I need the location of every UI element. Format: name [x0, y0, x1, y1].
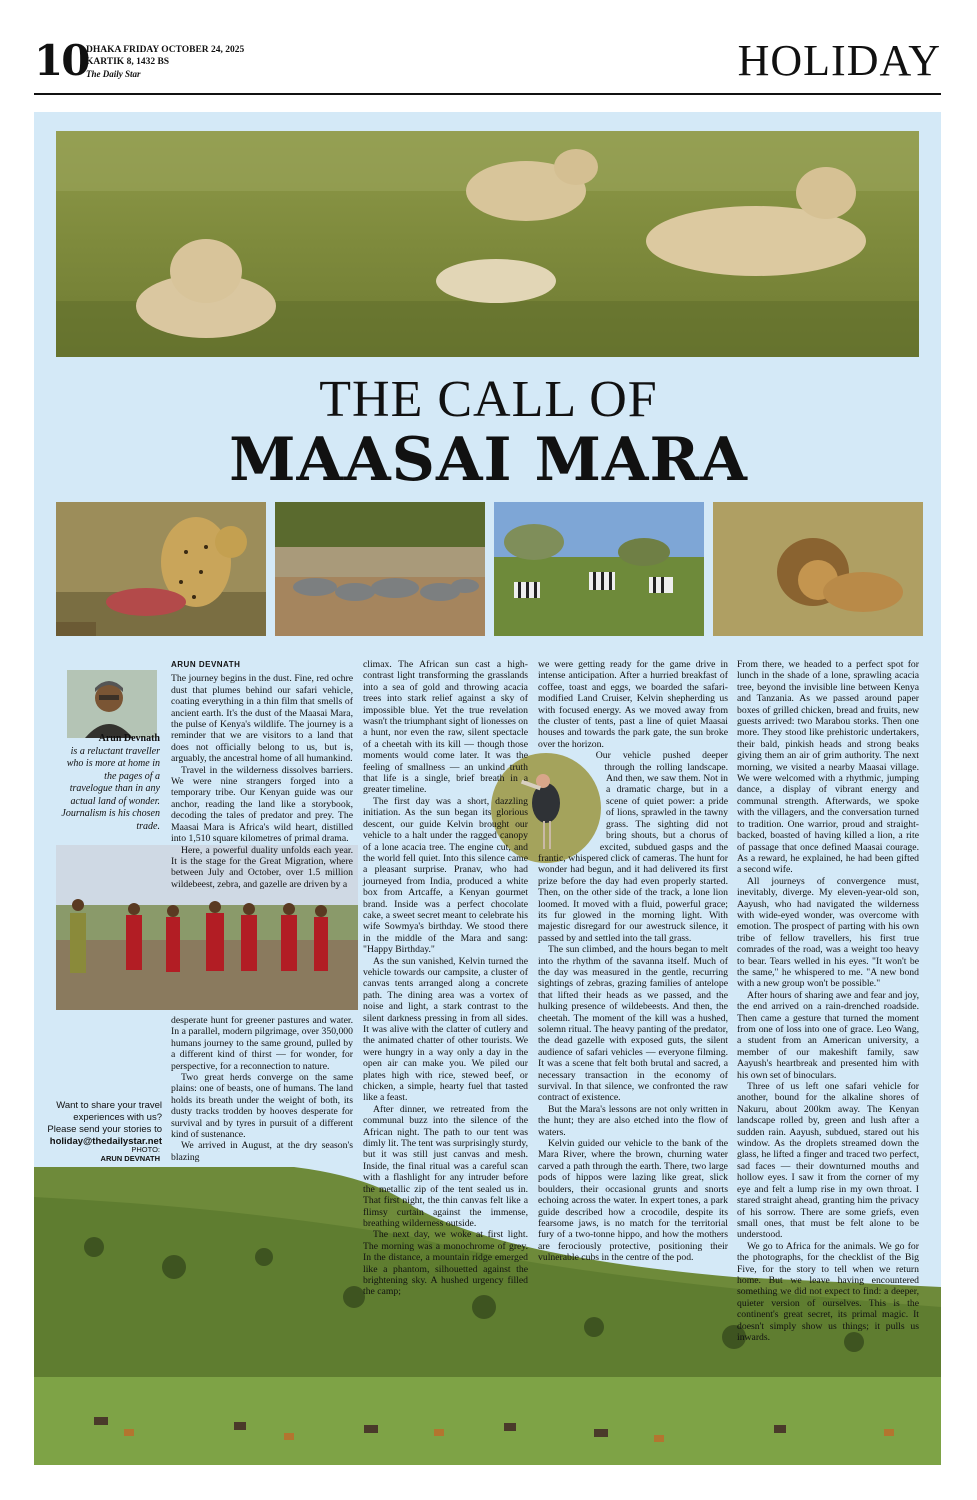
- zebras-grazing-photo: [494, 502, 704, 636]
- lionesses-resting-photo: [56, 131, 919, 357]
- hippos-in-river-photo: [275, 502, 485, 636]
- male-lion-in-grass-photo: [713, 502, 923, 636]
- page-number: 10: [34, 36, 89, 85]
- col3-paragraph-5: Kelvin guided our vehicle to the bank of the Mara River, where the brown, churning water carved a path through the earth. There, two large pods of hippos were lazing like great, slick boulders, their occasional grunts and snorts echoing across the water. In expert tones, a park guide described how a crocodile, despite its fearsome jaws, is no match for the territorial fury of a two-tonne hippo, and how the mothers are ferociously protective, positioning their vulnerable cubs in the centre of the pod.: [538, 1138, 728, 1264]
- author-photo: [67, 670, 157, 738]
- article-column-1-continued: [171, 1015, 353, 1163]
- col2-paragraph-4: After dinner, we retreated from the communal buzz into the silence of the African night. The path to our tent was dimly lit. The tent was surprisingly sturdy, but it was still just canvas and mesh. Inside, the final ritual was a careful scan with a flashlight for any intruder before the metallic zip of the tent sealed us in. That first night, the thin canvas felt like a flimsy curtain against the immense, breathing wilderness outside.: [363, 1103, 528, 1229]
- author-credit: [60, 733, 160, 833]
- col2-paragraph-2: The first day was a short, dazzling initiation. As the sun began its glorious descent, our guide Kelvin brought our vehicle to a halt under the ragged canopy of a lone acacia tree. The engine cut, and the world fell quiet. Into this silence came a pleasant surprise. Pranav, who had journeyed from India, produced a white box from Artcaffe, a Kenyan gourmet brand. Inside was a perfect chocolate cake, a sweet secret meant to celebrate his wife Sowmya's birthday. We stood there in the middle of the Mara and sang: "Happy Birthday.": [363, 795, 528, 956]
- col1-paragraph-3: Here, a powerful duality unfolds each year. It is the stage for the Great Migration, where between July and October, over 1.5 million wildebeest, zebra, and gazelle are driven by a: [171, 844, 353, 890]
- byline: ARUN DEVNATH: [171, 660, 241, 669]
- col1-paragraph-2: Travel in the wilderness dissolves barriers. We were nine strangers forged into a temporary tribe. Our Kenyan guide was our anchor, reading the land like a storybook, decoding the tales of predator and prey. The Maasai Mara is Africa's wild heart, distilled into 1,510 square kilometres of primal drama.: [171, 764, 353, 845]
- photo-credit-name: ARUN DEVNATH: [100, 1154, 160, 1163]
- share-email-link[interactable]: holiday@thedailystar.net: [49, 1136, 162, 1147]
- col3-paragraph-2: Our vehicle pushed deeper through the rolling landscape. And then, we saw them. Not in a dramatic charge, but in a scene of quiet power: a pride of lions, sprawled in the tawny grass. The sighting did not bring shouts, but a chorus of excited, subdued gasps and the frantic, whispered click of cameras. The hunt for wonder had begun, and it had delivered its first prize before the day had even properly started. Then, on the other side of the track, a lone lion loomed. It moved with a fluid, powerful grace; its fur glowed in the morning light. With majestic disregard for our awestruck silence, it passed by and settled into the tall grass.: [538, 750, 728, 944]
- col2-paragraph-3: As the sun vanished, Kelvin turned the vehicle towards our campsite, a cluster of canvas tents arranged along a concrete path. The dining area was a vortex of noise and light, a stark contrast to the silent darkness pressing in from all sides. It was alive with the clatter of cutlery and the animated chatter of other tourists. We were hungry in a way only a day in the open air can make you. We piled our plates high with rice, stewed beef, or chicken, a simple, hearty fuel that tasted like a feast.: [363, 955, 528, 1104]
- article-column-1: [171, 659, 353, 890]
- col1-paragraph-4: desperate hunt for greener pastures and water. In a parallel, modern pilgrimage, over 350,000 humans journey to the same ground, pulled by a different kind of thirst — for wonder, for perspective, for a reconnection to nature.: [171, 1015, 353, 1072]
- article-column-3: [538, 659, 728, 1264]
- col4-paragraph-4: Three of us left one safari vehicle for another, bound for the alkaline shores of Nakuru, about 200km away. The Kenyan landscape rolled by, green and lush after a sudden rain. Aayush, subdued, stared out his window. As the droplets streamed down the glass, he lifted a finger and traced two perfect, sad faces — their downturned mouths and hollow eyes. I saw it from the corner of my eye and felt a lump rise in my own throat. I stared straight ahead, granting him the privacy of his sorrow. There are some griefs, even small ones, that must be felt alone to be understood.: [737, 1081, 919, 1241]
- article-column-4: [737, 659, 919, 1343]
- col3-paragraph-4: But the Mara's lessons are not only written in the hunt; they are also etched into the flow of waters.: [538, 1103, 728, 1138]
- col1-paragraph-5: Two great herds converge on the same plains: one of beasts, one of humans. The land holds its breath under the weight of both, its dusty tracks trodden by hooves desperate for survival and by tyres in pursuit of a different kind of sustenance.: [171, 1072, 353, 1141]
- article-column-2: [363, 659, 528, 1298]
- share-line-1: Want to share your travel experiences with us?: [56, 1100, 162, 1123]
- headline-line-2: MAASAI MARA: [229, 425, 748, 495]
- masthead-meta: [86, 44, 244, 80]
- col1-paragraph-1: The journey begins in the dust. Fine, red ochre dust that plumes behind our safari vehicle, coating everything in a thin film that smells of ancient earth. It's the dust of the Maasai Mara, the pulse of Kenya's wildlife. The journey is a reminder that we are visitors to a land that does not officially belong to us, but is, arguably, the ancestral home of all humankind.: [171, 673, 353, 765]
- col2-paragraph-5: The next day, we woke at first light. The morning was a monochrome of grey. In the distance, a mountain ridge emerged like a phantom, silhouetted against the brightening sky. A hushed urgency filled the camp;: [363, 1229, 528, 1298]
- share-stories-note: [42, 1100, 162, 1148]
- paper-name: The Daily Star: [86, 69, 141, 79]
- col4-paragraph-1: From there, we headed to a perfect spot for lunch in the shade of a lone, sprawling acacia tree, beyond the invisible line between Kenya and Tanzania. As we passed around paper boxes of grilled chicken, bread and fruits, new guests arrived: two Marabou storks. Then one more. They stood like prehistoric undertakers, their bald, pinkish heads and strong beaks giving them an air of grim authority. The next morning, we visited a nearby Maasai village. We were welcomed with a rhythmic, jumping dance, a display of vibrant energy and communal strength. Afterwards, we spoke with the villagers, and the conversation turned to tradition. One warrior, proud and straight-backed, boasted of having killed a lion, a rite of passage that once defined Maasai courage. As a reward, he explained, he had been gifted a second wife.: [737, 659, 919, 876]
- col4-paragraph-3: After hours of sharing awe and fear and joy, the end arrived on a rain-drenched roadside. Then came a gesture that turned the moment from one of loss into one of grace. Leo Wang, a student from an American university, a member of our makeshift family, saw Aayush's heartbreak and presented him with his own set of binoculars.: [737, 989, 919, 1081]
- photo-credit-label: PHOTO:: [131, 1145, 160, 1154]
- col4-paragraph-2: All journeys of convergence must, inevitably, diverge. My eleven-year-old son, Aayush, who had navigated the wilderness with wide-eyed wonder, was overcome with emotion. The prospect of parting with his own tribe of fellow travellers, his first true comrades of the road, was a weight too heavy to bear. Tears welled in his eyes. "It won't be the same," he whispered to me. "A new bond with a new group won't be possible.": [737, 875, 919, 990]
- author-bio: is a reluctant traveller who is more at home in the pages of a travelogue than in any actual land of wonder. Journalism is his chosen trade.: [61, 745, 160, 832]
- author-name: Arun Devnath: [98, 733, 160, 744]
- col3-paragraph-3: The sun climbed, and the hours began to melt into the rhythm of the savanna itself. Much of the day was measured in the gentle, recurring sightings of zebras, grazing families of antelope that lifted their heads as we passed, and the hulking presence of wildebeests. And then, the cheetah. The moment of the kill was a hushed, solemn ritual. The heavy panting of the predator, the dead gazelle with exposed guts, the silent audience of safari vehicles — everyone filming. It was a scene that felt both brutal and sacred, a necessary transaction in the economy of survival. In that silence, we confronted the raw contract of existence.: [538, 944, 728, 1104]
- col3-paragraph-1: we were getting ready for the game drive in intense anticipation. After a hurried breakfast of coffee, toast and eggs, we boarded the safari-modified Land Cruiser, Kelvin shepherding us with focused energy. As we moved away from the cluster of tents, past a line of quiet Maasai houses and towards the park gate, the sun broke over the horizon.: [538, 659, 728, 750]
- cheetah-with-kill-photo: [56, 502, 266, 636]
- col4-paragraph-5: We go to Africa for the animals. We go for the photographs, for the checklist of the Big Five, for the story to tell when we return home. But we leave having encountered something we did not expect to find: a deeper, quieter version of ourselves. This is the continent's great secret, its primal magic. It doesn't simply show us things; it pulls us inwards.: [737, 1240, 919, 1343]
- col2-paragraph-1: climax. The African sun cast a high-contrast light transforming the grasslands into a sea of gold and throwing acacia trees into stark relief against a sky of impossible blue. Yet the true revelation wasn't the triumphant sight of lionesses on a hunt, nor even the raw, silent spectacle of a cheetah with its kill — though those moments would come later. It was the feeling of smallness — an unkind truth that life is a single, brief breath in a greater timeline.: [363, 659, 528, 796]
- date-line: DHAKA FRIDAY OCTOBER 24, 2025: [86, 45, 245, 55]
- photo-credit: [60, 1145, 160, 1163]
- header-rule: [34, 93, 941, 95]
- bangla-date: KARTIK 8, 1432 BS: [86, 57, 170, 67]
- stork-wrap-spacer: [538, 750, 606, 860]
- headline-line-1: THE CALL OF: [319, 371, 658, 428]
- col1-paragraph-6: We arrived in August, at the dry season's blazing: [171, 1140, 353, 1163]
- section-title: HOLIDAY: [737, 36, 941, 85]
- share-line-2: Please send your stories to: [47, 1124, 162, 1135]
